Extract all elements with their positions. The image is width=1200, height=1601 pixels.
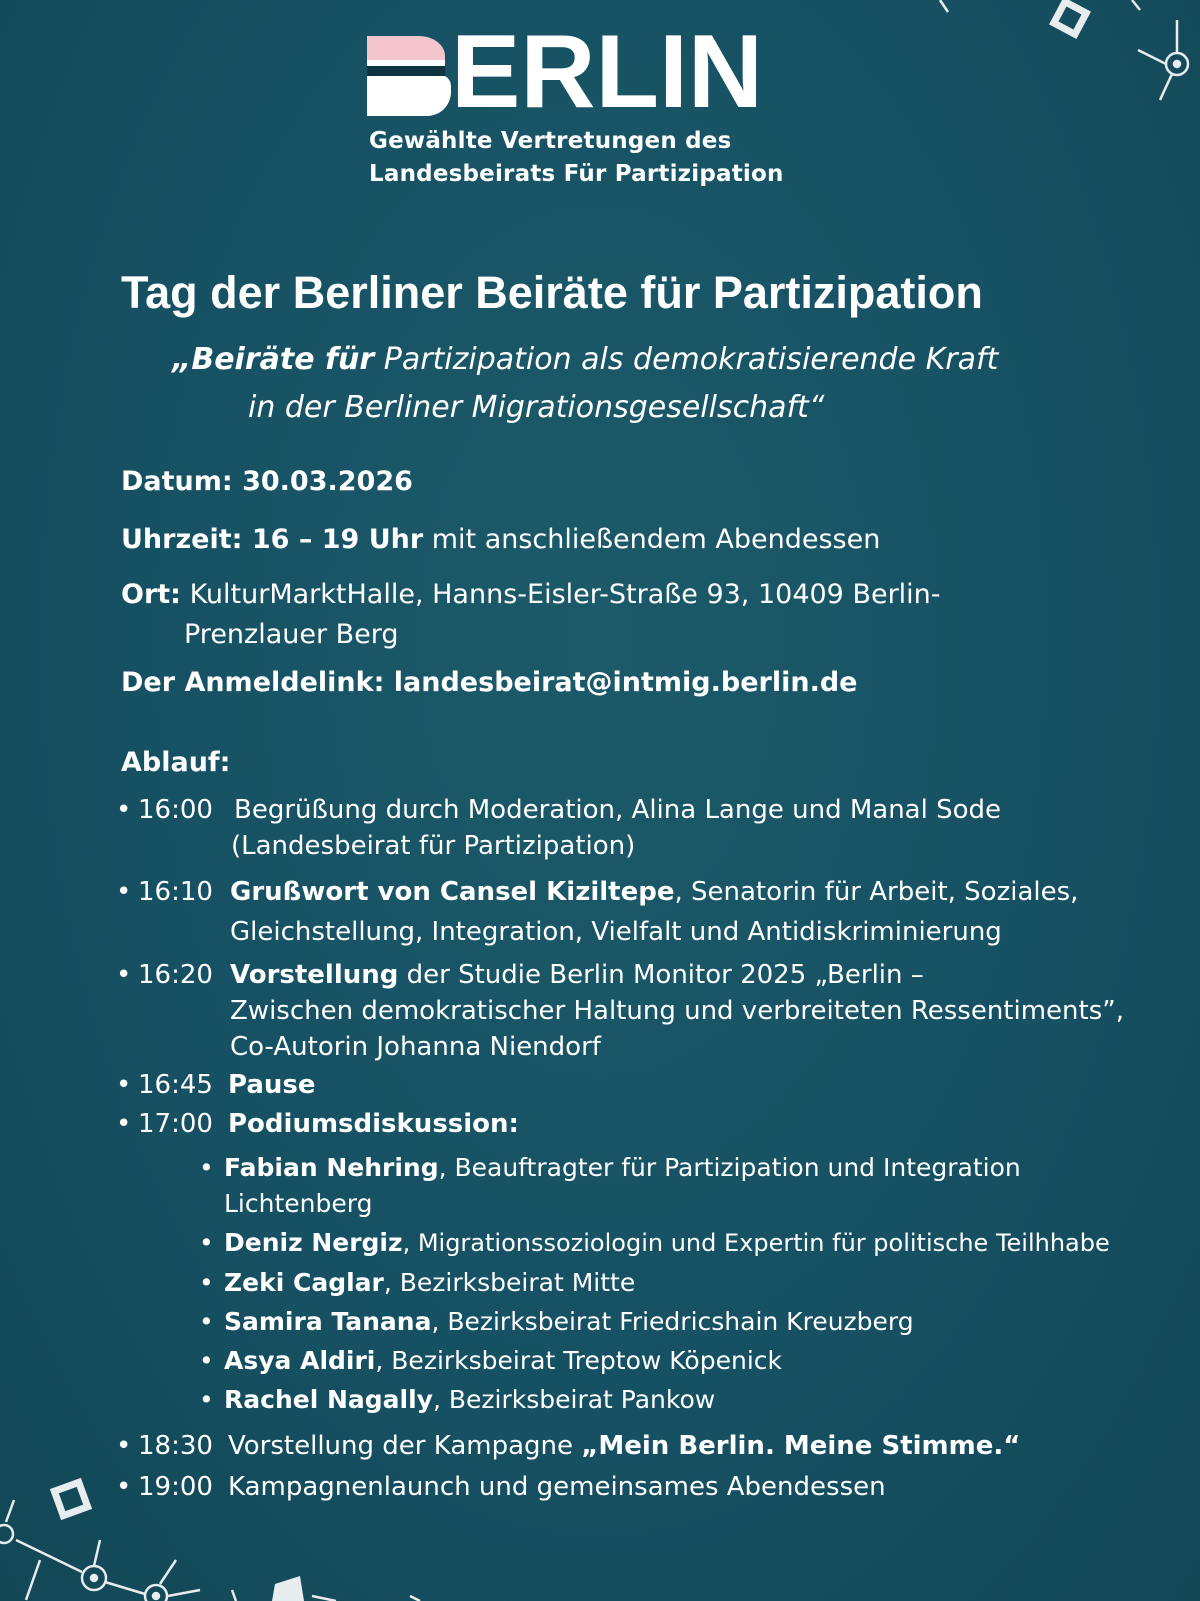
info-datum xyxy=(121,462,413,502)
agenda-bold: Vorstellung xyxy=(230,960,399,990)
agenda-line: Gleichstellung, Integration, Vielfalt und Antidiskriminierung xyxy=(230,917,1002,947)
agenda-heading: Ablauf: xyxy=(121,747,231,778)
bullet-icon: • xyxy=(116,877,132,907)
panel-line: Lichtenberg xyxy=(224,1189,373,1218)
agenda-time: 16:45 xyxy=(138,1070,213,1100)
agenda-time: 16:10 xyxy=(138,877,213,907)
logo-subtitle xyxy=(369,125,784,191)
panel-name: Zeki Caglar xyxy=(224,1268,384,1297)
agenda-text: Kampagnenlaunch und gemeinsames Abendessen xyxy=(228,1472,886,1502)
ort-line-1: KulturMarktHalle, Hanns-Eisler-Straße 93, 10409 Berlin- xyxy=(180,579,941,610)
panel-text xyxy=(224,1343,782,1379)
ort-label: Ort: xyxy=(121,579,181,610)
agenda-bold: „Mein Berlin. Meine Stimme.“ xyxy=(581,1431,1021,1461)
panel-name: Deniz Nergiz xyxy=(224,1228,403,1257)
agenda-line: Begrüßung durch Moderation, Alina Lange und Manal Sode xyxy=(234,795,1002,825)
bullet-icon: • xyxy=(199,1268,214,1297)
panel-role: , Bezirksbeirat Treptow Köpenick xyxy=(375,1346,782,1375)
agenda-rest: der Studie Berlin Monitor 2025 „Berlin – xyxy=(398,960,924,990)
agenda-time: 16:00 xyxy=(138,795,213,825)
agenda-bold: Podiumsdiskussion: xyxy=(228,1109,519,1139)
bullet-icon: • xyxy=(116,960,132,990)
agenda-text xyxy=(228,1428,1020,1464)
agenda-bold: Grußwort von Cansel Kiziltepe xyxy=(230,877,675,907)
bullet-icon: • xyxy=(116,795,132,825)
panel-name: Asya Aldiri xyxy=(224,1346,376,1375)
uhrzeit-label: Uhrzeit: 16 – 19 Uhr xyxy=(121,524,424,555)
event-subtitle xyxy=(172,336,998,432)
panel-role: , Bezirksbeirat Mitte xyxy=(383,1268,636,1297)
info-uhrzeit xyxy=(121,520,880,560)
node-icon xyxy=(1166,53,1188,75)
event-title: Tag der Berliner Beiräte für Partizipation xyxy=(121,267,983,318)
diamond-icon xyxy=(272,1576,304,1601)
subtitle-bold: „Beiräte für xyxy=(172,342,375,377)
berlin-logo xyxy=(367,14,787,187)
logo-subtitle-line: Gewählte Vertretungen des xyxy=(369,128,732,154)
agenda-bold: Pause xyxy=(228,1070,316,1100)
panel-role: , Bezirksbeirat Friedricshain Kreuzberg xyxy=(431,1307,914,1336)
ort-line-2: Prenzlauer Berg xyxy=(184,619,399,650)
agenda-text xyxy=(230,874,1078,950)
panel-role: , Migrationssoziologin und Expertin für politische Teilhhabe xyxy=(402,1229,1110,1257)
agenda-rest: , Senatorin für Arbeit, Soziales, xyxy=(674,877,1079,907)
agenda-line: (Landesbeirat für Partizipation) xyxy=(231,831,636,861)
diamond-icon xyxy=(1054,2,1086,34)
bullet-icon: • xyxy=(199,1346,214,1375)
datum-text: Datum: 30.03.2026 xyxy=(121,466,413,497)
node-icon xyxy=(0,1525,13,1543)
panel-text xyxy=(224,1150,1021,1222)
agenda-time: 16:20 xyxy=(138,960,213,990)
agenda-line: Zwischen demokratischer Haltung und verbreiteten Ressentiments”, xyxy=(230,996,1125,1026)
agenda-time: 18:30 xyxy=(138,1431,213,1461)
panel-text xyxy=(224,1304,914,1340)
agenda-text xyxy=(231,792,1002,864)
node-icon xyxy=(145,1585,167,1601)
info-anmeldelink xyxy=(121,663,857,703)
agenda-line: Co-Autorin Johanna Niendorf xyxy=(230,1032,601,1062)
agenda-text xyxy=(230,957,1124,1065)
panel-text xyxy=(224,1225,1110,1261)
uhrzeit-rest: mit anschließendem Abendessen xyxy=(423,524,881,555)
agenda-text xyxy=(228,1067,316,1103)
bullet-icon: • xyxy=(199,1228,214,1257)
berlin-logo-b-mark xyxy=(367,36,457,116)
logo-subtitle-line: Landesbeirats Für Partizipation xyxy=(369,161,784,187)
panel-name: Samira Tanana xyxy=(224,1307,432,1336)
anmeldelink-text[interactable]: Der Anmeldelink: landesbeirat@intmig.berlin.de xyxy=(121,667,858,698)
bullet-icon: • xyxy=(116,1472,132,1502)
panel-role: , Bezirksbeirat Pankow xyxy=(432,1385,716,1414)
agenda-rest: Vorstellung der Kampagne xyxy=(228,1431,582,1461)
bullet-icon: • xyxy=(116,1109,132,1139)
panel-line xyxy=(224,1150,1021,1186)
agenda-line xyxy=(230,874,1078,910)
info-ort xyxy=(121,575,941,655)
logo-wordmark: ERLIN xyxy=(451,14,763,130)
panel-text xyxy=(224,1265,635,1301)
agenda-time: 19:00 xyxy=(138,1472,213,1502)
bullet-icon: • xyxy=(199,1153,214,1182)
panel-role: , Beauftragter für Partizipation und Integration xyxy=(438,1153,1021,1182)
agenda-line xyxy=(230,957,1124,993)
node-icon xyxy=(82,1566,106,1590)
panel-text xyxy=(224,1382,715,1418)
bullet-icon: • xyxy=(199,1385,214,1414)
panel-name: Fabian Nehring xyxy=(224,1153,439,1182)
bullet-icon: • xyxy=(116,1431,132,1461)
bullet-icon: • xyxy=(116,1070,132,1100)
bullet-icon: • xyxy=(199,1307,214,1336)
subtitle-line-2: in der Berliner Migrationsgesellschaft“ xyxy=(248,390,825,425)
panel-name: Rachel Nagally xyxy=(224,1385,433,1414)
diamond-icon xyxy=(54,1482,87,1515)
agenda-time: 17:00 xyxy=(138,1109,213,1139)
subtitle-text: Partizipation als demokratisierende Kraft xyxy=(374,342,999,377)
agenda-text xyxy=(228,1106,519,1142)
